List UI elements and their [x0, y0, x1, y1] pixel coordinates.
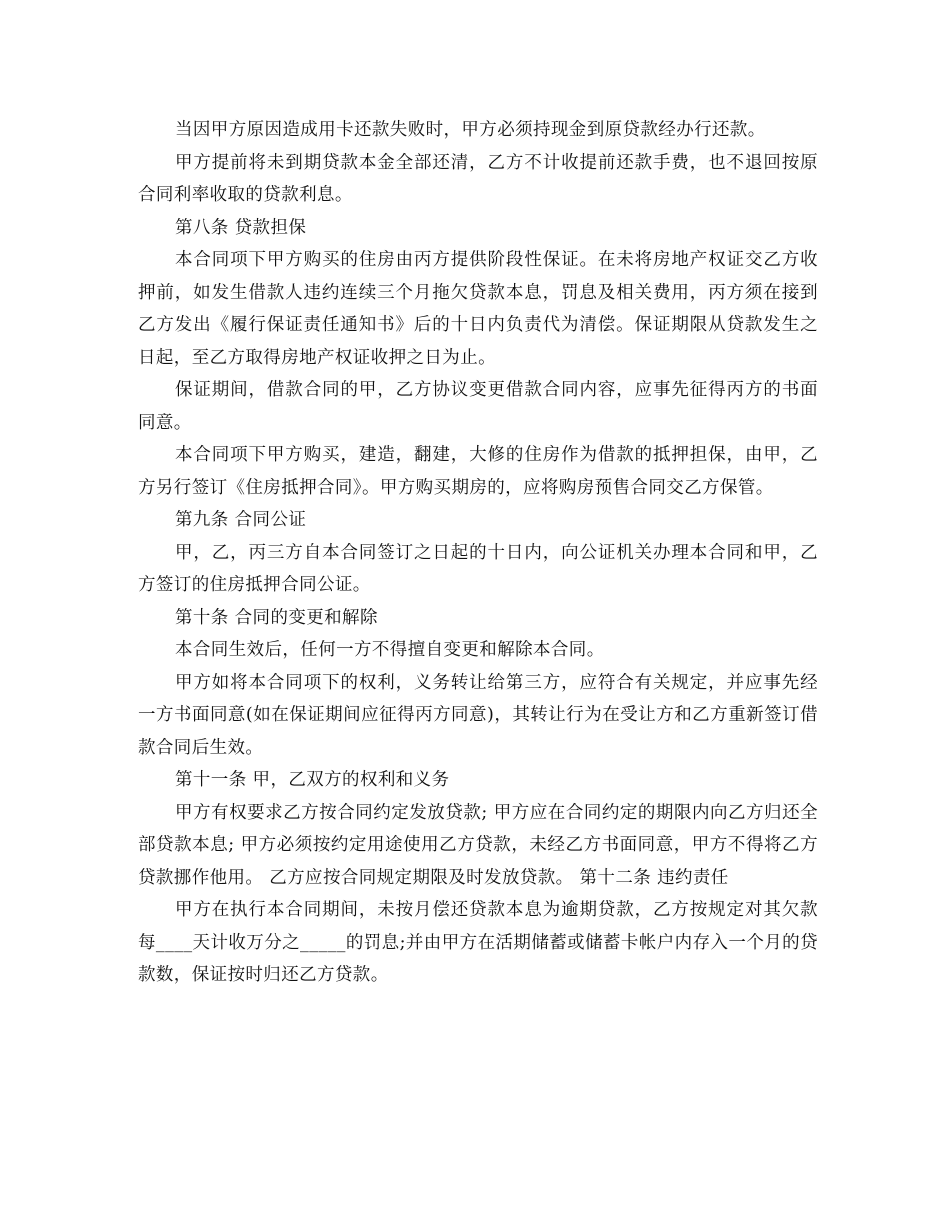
paragraph-guarantee: 本合同项下甲方购买的住房由丙方提供阶段性保证。在未将房地产权证交乙方收押前，如发生借款人违约连续三个月拖欠贷款本息，罚息及相关费用，丙方须在接到乙方发出《履行保证责任通知书》后的十日内负责代为清偿。保证期限从贷款发生之日起，至乙方取得房地产权证收押之日为止。: [138, 250, 818, 368]
heading-article-11: 第十一条 甲，乙双方的权利和义务: [175, 770, 450, 790]
paragraph-overdue-penalty: 甲方在执行本合同期间，未按月偿还贷款本息为逾期贷款，乙方按规定对其欠款每____天计收万分之_____的罚息;并由甲方在活期储蓄或储蓄卡帐户内存入一个月的贷款数，保证按时归还乙方贷款。: [138, 900, 818, 985]
paragraph-early-repayment: 甲方提前将未到期贷款本金全部还清，乙方不计收提前还款手费，也不退回按原合同利率收取的贷款利息。: [138, 152, 818, 205]
heading-article-8: 第八条 贷款担保: [175, 217, 307, 238]
paragraph-rights-obligations: 甲方有权要求乙方按合同约定发放贷款; 甲方应在合同约定的期限内向乙方归还全部贷款本息; 甲方必须按约定用途使用乙方贷款，未经乙方书面同意，甲方不得将乙方贷款挪作他用。 乙方应按合同规定期限及时发放贷款。 第十二条 违约责任: [138, 802, 818, 888]
heading-article-9: 第九条 合同公证: [175, 510, 307, 530]
paragraph-mortgage: 本合同项下甲方购买，建造，翻建，大修的住房作为借款的抵押担保，由甲，乙方另行签订《住房抵押合同》。甲方购买期房的，应将购房预售合同交乙方保管。: [138, 445, 818, 498]
heading-article-10: 第十条 合同的变更和解除: [175, 607, 378, 628]
paragraph-repayment-failure: 当因甲方原因造成用卡还款失败时，甲方必须持现金到原贷款经办行还款。: [175, 120, 766, 140]
paragraph-notarization: 甲，乙，丙三方自本合同签订之日起的十日内，向公证机关办理本合同和甲，乙方签订的住房抵押合同公证。: [138, 542, 818, 595]
document-body: [138, 114, 818, 992]
paragraph-guarantee-period: 保证期间，借款合同的甲，乙方协议变更借款合同内容，应事先征得丙方的书面同意。: [138, 380, 818, 433]
paragraph-no-unilateral-change: 本合同生效后，任何一方不得擅自变更和解除本合同。: [175, 640, 605, 660]
paragraph-transfer: 甲方如将本合同项下的权利，义务转让给第三方，应符合有关规定，并应事先经一方书面同意(如在保证期间应征得丙方同意)，其转让行为在受让方和乙方重新签订借款合同后生效。: [138, 672, 818, 758]
